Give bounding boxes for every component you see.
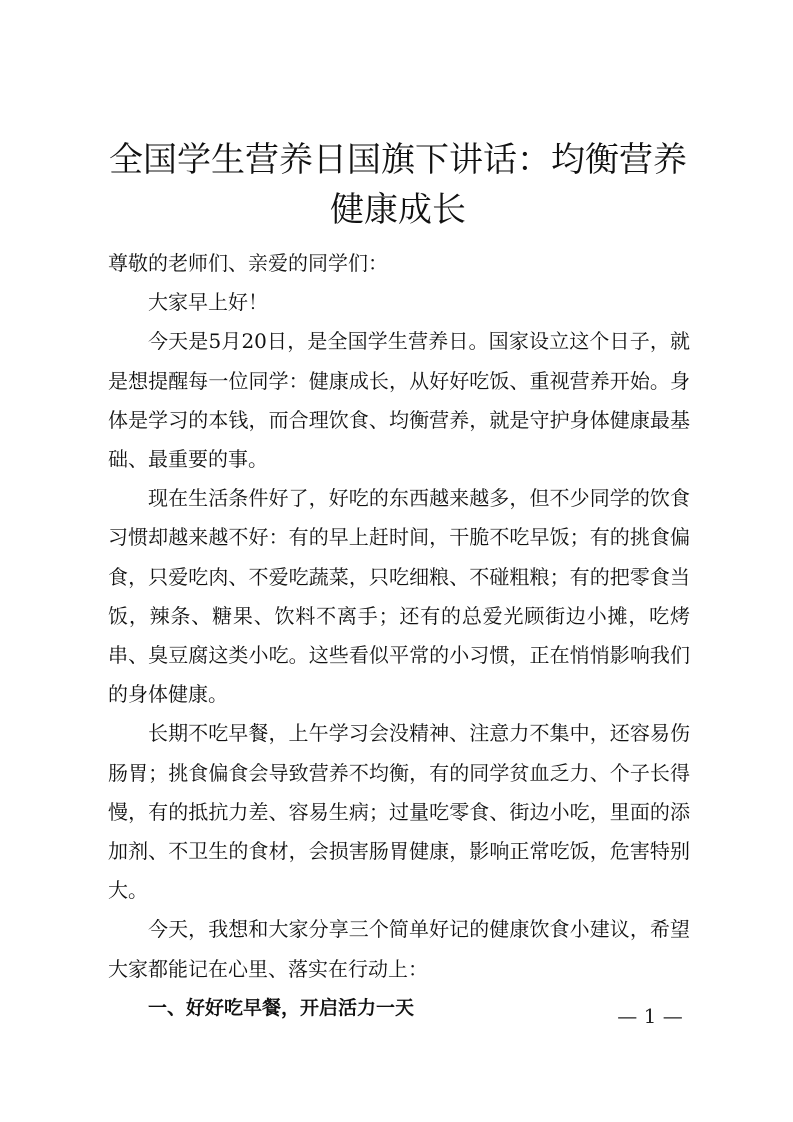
page-number: — 1 — (617, 1004, 683, 1028)
paragraph-intro: 今天是5月20日，是全国学生营养日。国家设立这个日子，就是想提醒每一位同学：健康成长，从好好吃饭、重视营养开始。身体是学习的本钱，而合理饮食、均衡营养，就是守护身体健康最基础、最重要的事。 (108, 329, 690, 472)
paragraph-suggestions-intro: 今天，我想和大家分享三个简单好记的健康饮食小建议，希望大家都能记在心里、落实在行动上： (108, 917, 690, 981)
paragraph-greeting: 大家早上好！ (148, 290, 268, 315)
section-heading: 一、好好吃早餐，开启活力一天 (148, 996, 415, 1019)
document-title: 全国学生营养日国旗下讲话：均衡营养健康成长 (109, 140, 687, 230)
salutation: 尊敬的老师们、亲爱的同学们： (108, 251, 388, 275)
paragraph-habits: 现在生活条件好了，好吃的东西越来越多，但不少同学的饮食习惯却越来越不好：有的早上赶时间，干脆不吃早饭；有的挑食偏食，只爱吃肉、不爱吃蔬菜，只吃细粮、不碰粗粮；有的把零食当饭，辣条、糖果、饮料不离手；还有的总爱光顾街边小摊，吃烤串、臭豆腐这类小吃。这些看似平常的小习惯，正在悄悄影响我们的身体健康。 (108, 486, 690, 707)
paragraph-harms: 长期不吃早餐，上午学习会没精神、注意力不集中，还容易伤肠胃；挑食偏食会导致营养不均衡，有的同学贫血乏力、个子长得慢，有的抵抗力差、容易生病；过量吃零食、街边小吃，里面的添加剂、不卫生的食材，会损害肠胃健康，影响正常吃饭，危害特别大。 (108, 721, 690, 903)
document-body (108, 244, 690, 1028)
